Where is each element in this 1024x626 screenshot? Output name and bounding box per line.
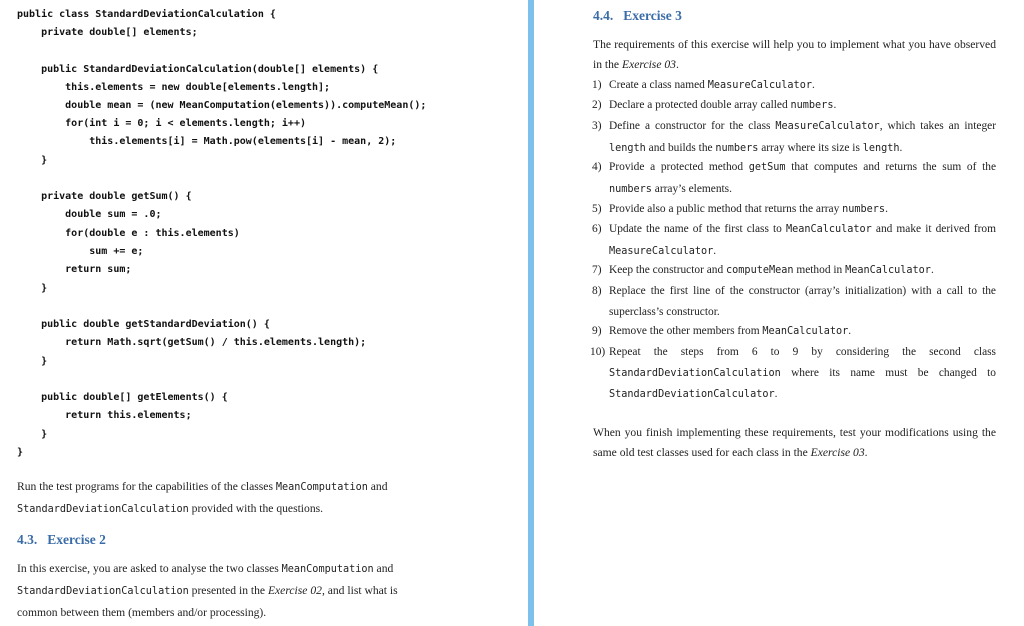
requirement-item: 7) Keep the constructor and computeMean method in MeanCalculator. (592, 264, 934, 276)
requirement-item: 1) Create a class named MeasureCalculator. (592, 79, 815, 91)
code-line: public double[] getElements() { (17, 392, 228, 403)
class-name: MeanComputation (275, 482, 368, 493)
code-line: for(double e : this.elements) (17, 228, 240, 239)
requirement-item: 3) Define a constructor for the class MeasureCalculator, which takes an integer length and builds the numbers array where its size is length. (592, 120, 996, 154)
exercise-2-heading: 4.3. Exercise 2 (17, 532, 106, 547)
code-line: this.elements = new double[elements.length]; (17, 82, 331, 93)
code-line: public class StandardDeviationCalculation { (17, 9, 276, 20)
requirement-item: 4) Provide a protected method getSum that computes and returns the sum of the numbers array’s elements. (592, 161, 996, 195)
code-line: this.elements[i] = Math.pow(elements[i] - mean, 2); (17, 136, 397, 147)
code-line: } (17, 429, 48, 440)
code-line: } (17, 447, 24, 458)
code-line: private double[] elements; (17, 27, 198, 38)
requirement-item: 9) Remove the other members from MeanCalculator. (592, 325, 852, 337)
exercise-3-heading: 4.4. Exercise 3 (593, 8, 682, 23)
code-line: return sum; (17, 264, 132, 275)
code-line: for(int i = 0; i < elements.length; i++) (17, 118, 306, 129)
class-name: StandardDeviationCalculation (17, 504, 189, 515)
code-line: } (17, 283, 48, 294)
run-tests-paragraph: Run the test programs for the capabilities of the classes MeanComputation and StandardDeviationCalculation provided with the questions. (17, 480, 388, 515)
requirement-item: 8) Replace the first line of the constructor (array’s initialization) with a call to the superclass’s constructor. (592, 285, 996, 318)
right-page (534, 0, 1024, 626)
requirement-item: 5) Provide also a public method that returns the array numbers. (592, 203, 888, 215)
code-line: public double getStandardDeviation() { (17, 319, 270, 330)
exercise-3-intro: The requirements of this exercise will help you to implement what you have observed in the Exercise 03. (593, 38, 996, 71)
code-line: double sum = .0; (17, 209, 162, 220)
requirement-item: 10) Repeat the steps from 6 to 9 by considering the second class StandardDeviationCalculation where its name must be changed to StandardDeviationCalculator. (590, 346, 996, 400)
exercise-3-closing: When you finish implementing these requirements, test your modifications using the same old test classes used for each class in the Exercise 03. (593, 426, 996, 459)
code-line: private double getSum() { (17, 191, 192, 202)
code-line: sum += e; (17, 246, 144, 257)
code-line: double mean = (new MeanComputation(elements)).computeMean(); (17, 100, 427, 111)
code-line: } (17, 155, 48, 166)
code-line: public StandardDeviationCalculation(double[] elements) { (17, 64, 379, 75)
code-line: } (17, 356, 48, 367)
exercise-2-paragraph: In this exercise, you are asked to analyse the two classes MeanComputation and StandardDeviationCalculation presented in the Exercise 02, and list what is common between them (members and/or processing). (17, 562, 398, 619)
code-line: return Math.sqrt(getSum() / this.elements.length); (17, 337, 367, 348)
class-name: MeanComputation (281, 564, 374, 575)
requirement-item: 6) Update the name of the first class to MeanCalculator and make it derived from MeasureCalculator. (592, 223, 996, 257)
requirement-item: 2) Declare a protected double array called numbers. (592, 99, 837, 111)
class-name: StandardDeviationCalculation (17, 586, 189, 597)
code-line: return this.elements; (17, 410, 192, 421)
